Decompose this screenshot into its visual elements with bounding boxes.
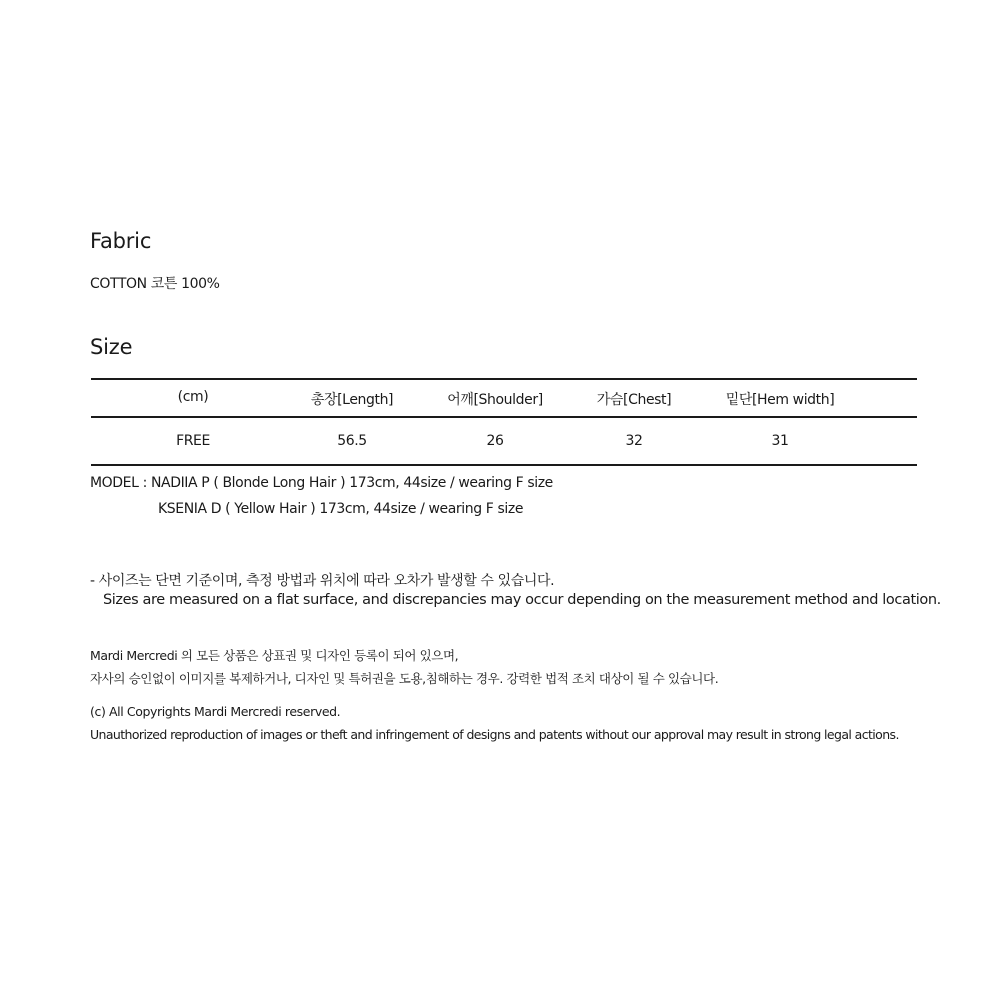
size-title: Size bbox=[90, 335, 133, 359]
row-shoulder-value: 26 bbox=[486, 433, 504, 449]
measurement-notice-korean: - 사이즈는 단면 기준이며, 측정 방법과 위치에 따라 오차가 발생할 수 있습니다. bbox=[90, 573, 555, 589]
measurement-notice-english: Sizes are measured on a flat surface, and discrepancies may occur depending on the measurement method and location. bbox=[103, 592, 941, 608]
row-hem-width-value: 31 bbox=[771, 433, 789, 449]
model-info-line-1: MODEL : NADIIA P ( Blonde Long Hair ) 173cm, 44size / wearing F size bbox=[90, 475, 553, 491]
table-bottom-rule bbox=[91, 464, 917, 466]
copyright-korean-line-1: Mardi Mercredi 의 모든 상품은 상표권 및 디자인 등록이 되어 있으며, bbox=[90, 648, 459, 663]
header-shoulder: 어깨[Shoulder] bbox=[447, 392, 543, 408]
row-chest-value: 32 bbox=[625, 433, 643, 449]
row-length-value: 56.5 bbox=[337, 433, 367, 449]
copyright-english-line-2: Unauthorized reproduction of images or theft and infringement of designs and patents without our approval may result in strong legal actions. bbox=[90, 727, 899, 742]
fabric-content: COTTON 코튼 100% bbox=[90, 276, 220, 292]
copyright-english-line-1: (c) All Copyrights Mardi Mercredi reserved. bbox=[90, 704, 341, 719]
copyright-korean-line-2: 자사의 승인없이 이미지를 복제하거나, 디자인 및 특허권을 도용,침해하는 경우. 강력한 법적 조치 대상이 될 수 있습니다. bbox=[90, 671, 719, 686]
fabric-title: Fabric bbox=[90, 229, 152, 253]
header-chest: 가슴[Chest] bbox=[596, 392, 672, 408]
table-header-rule bbox=[91, 416, 917, 418]
model-info-line-2: KSENIA D ( Yellow Hair ) 173cm, 44size / wearing F size bbox=[158, 501, 524, 517]
header-hem-width: 밑단[Hem width] bbox=[725, 392, 835, 408]
row-size-label: FREE bbox=[176, 433, 210, 449]
header-length: 총장[Length] bbox=[310, 392, 394, 408]
table-top-rule bbox=[91, 378, 917, 380]
header-cm: (cm) bbox=[177, 389, 209, 405]
